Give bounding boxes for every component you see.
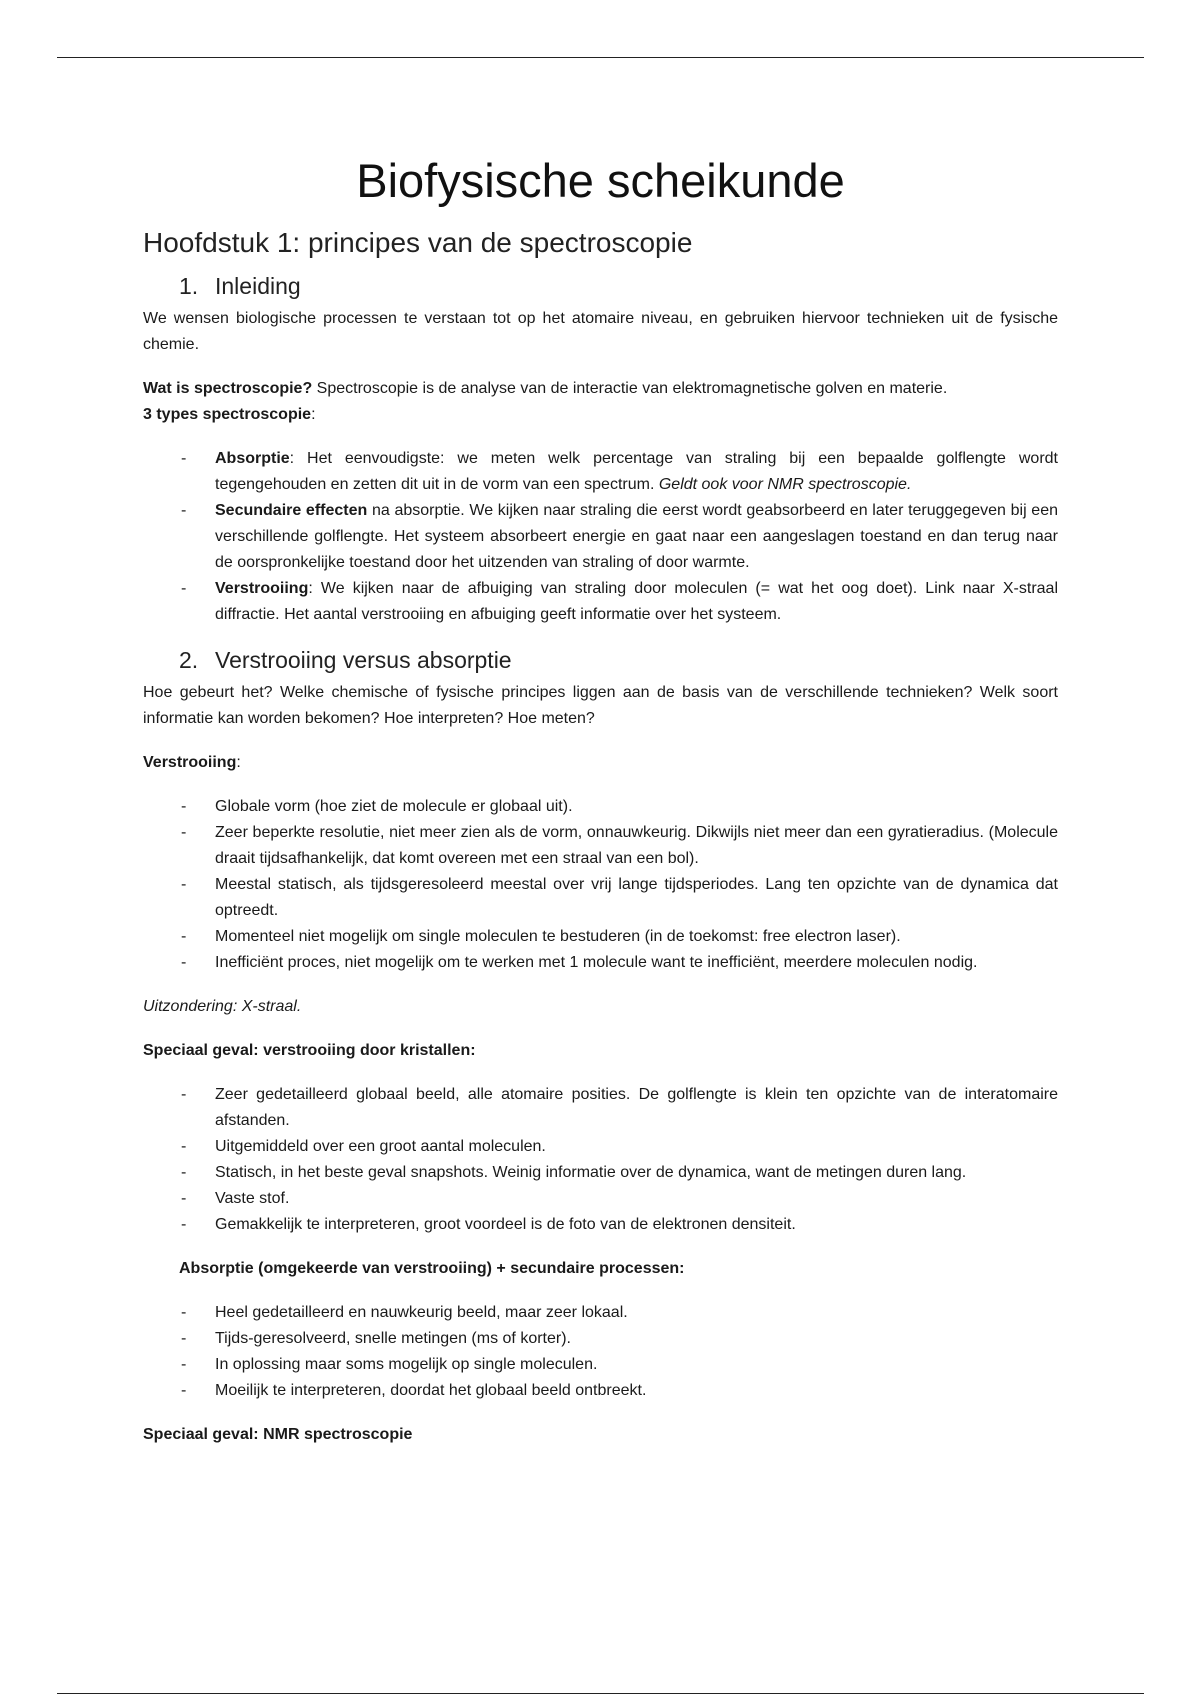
dash-bullet: -: [181, 1085, 187, 1103]
types-list: [143, 446, 1058, 628]
item-text: na absorptie. We kijken naar straling die eerst wordt geabsorbeerd en later teruggegeven bij een verschillende golflengte. Het systeem absorbeert energie en gaat naar een aangeslagen toestand en dan terug naar de oorspronkelijke toestand door het uitzenden van straling of door warmte.: [215, 501, 1059, 571]
list-item: [143, 1212, 1058, 1238]
item-text: : We kijken naar de afbuiging van straling door moleculen (= wat het oog doet). Link naar X-straal diffractie. Het aantal verstrooiing en afbuiging geeft informatie over het systeem.: [215, 579, 1058, 623]
types-label: 3 types spectroscopie: [143, 405, 312, 423]
item-text: Gemakkelijk te interpreteren, groot voordeel is de foto van de elektronen densiteit.: [215, 1215, 796, 1233]
scatter-heading: [143, 750, 1058, 776]
dash-bullet: -: [181, 449, 187, 467]
item-text: Moeilijk te interpreteren, doordat het globaal beeld ontbreekt.: [215, 1381, 647, 1399]
dash-bullet: -: [181, 1303, 187, 1321]
item-text: Zeer gedetailleerd globaal beeld, alle atomaire posities. De golflengte is klein ten opzichte van de interatomaire afstanden.: [215, 1085, 1058, 1129]
dash-bullet: -: [181, 927, 187, 945]
document-title: Biofysische scheikunde: [356, 154, 845, 207]
list-item: [143, 1160, 1058, 1186]
section-heading-2: [179, 646, 1058, 676]
list-item: [143, 1352, 1058, 1378]
item-text: In oplossing maar soms mogelijk op single moleculen.: [215, 1355, 598, 1373]
dash-bullet: -: [181, 1381, 187, 1399]
definition-label: Wat is spectroscopie?: [143, 379, 313, 397]
list-item: [143, 950, 1058, 976]
section-heading-1: [179, 272, 1058, 302]
absorption-label: Absorptie (omgekeerde van verstrooiing) + secundaire processen:: [179, 1259, 685, 1277]
item-text: Inefficiënt proces, niet mogelijk om te werken met 1 molecule want te inefficiënt, meerdere moleculen nodig.: [215, 953, 978, 971]
item-text: Globale vorm (hoe ziet de molecule er globaal uit).: [215, 797, 573, 815]
crystal-list: [143, 1082, 1058, 1238]
item-text: : Het eenvoudigste: we meten welk percentage van straling bij een bepaalde golflengte wordt tegengehouden en zetten dit uit in de vorm van een spectrum.: [215, 449, 1058, 493]
absorption-list: [143, 1300, 1058, 1404]
list-item: [143, 576, 1058, 628]
dash-bullet: -: [181, 1355, 187, 1373]
intro-paragraph: We wensen biologische processen te verstaan tot op het atomaire niveau, en gebruiken hiervoor technieken uit de fysische chemie.: [143, 309, 1058, 353]
item-term: Verstrooiing: [215, 579, 309, 597]
item-text: Vaste stof.: [215, 1189, 290, 1207]
item-term: Secundaire effecten: [215, 501, 368, 519]
dash-bullet: -: [181, 797, 187, 815]
types-heading: [143, 402, 1058, 428]
list-item: [143, 794, 1058, 820]
item-term: Absorptie: [215, 449, 290, 467]
nmr-label: Speciaal geval: NMR spectroscopie: [143, 1425, 413, 1443]
item-text: Statisch, in het beste geval snapshots. Weinig informatie over de dynamica, want de metingen duren lang.: [215, 1163, 967, 1181]
scatter-colon: :: [236, 753, 241, 771]
item-text: Zeer beperkte resolutie, niet meer zien als de vorm, onnauwkeurig. Dikwijls niet meer dan een gyratieradius. (Molecule draait tijdsafhankelijk, dat komt overeen met een straal van een bol).: [215, 823, 1058, 867]
dash-bullet: -: [181, 579, 187, 597]
dash-bullet: -: [181, 1137, 187, 1155]
section-number: 2.: [179, 646, 199, 673]
chapter-heading: Hoofdstuk 1: principes van de spectroscopie: [143, 227, 693, 259]
definition-paragraph: [143, 376, 1058, 402]
item-text: Heel gedetailleerd en nauwkeurig beeld, maar zeer lokaal.: [215, 1303, 628, 1321]
dash-bullet: -: [181, 953, 187, 971]
document-page: [143, 140, 1058, 1466]
list-item: [143, 1186, 1058, 1212]
list-item: [143, 924, 1058, 950]
definition-text: Spectroscopie is de analyse van de interactie van elektromagnetische golven en materie.: [312, 379, 948, 397]
section2-intro: Hoe gebeurt het? Welke chemische of fysische principes liggen aan de basis van de verschillende technieken? Welk soort informatie kan worden bekomen? Hoe interpreten? Hoe meten?: [143, 683, 1058, 727]
section-title: Verstrooiing versus absorptie: [215, 646, 512, 673]
list-item: [143, 1378, 1058, 1404]
item-text: Tijds-geresolveerd, snelle metingen (ms of korter).: [215, 1329, 571, 1347]
list-item: [143, 498, 1058, 576]
list-item: [143, 872, 1058, 924]
header-rule: [57, 57, 1144, 58]
dash-bullet: -: [181, 1329, 187, 1347]
section-title: Inleiding: [215, 272, 301, 299]
list-item: [143, 1134, 1058, 1160]
types-colon: :: [311, 405, 316, 423]
crystal-label: Speciaal geval: verstrooiing door kristallen:: [143, 1041, 476, 1059]
section-number: 1.: [179, 272, 199, 299]
list-item: [143, 446, 1058, 498]
dash-bullet: -: [181, 1215, 187, 1233]
dash-bullet: -: [181, 501, 187, 519]
exception-text: Uitzondering: X-straal.: [143, 997, 302, 1015]
dash-bullet: -: [181, 823, 187, 841]
item-note: Geldt ook voor NMR spectroscopie.: [658, 475, 912, 493]
item-text: Uitgemiddeld over een groot aantal moleculen.: [215, 1137, 546, 1155]
absorption-heading: [179, 1256, 1058, 1282]
list-item: [143, 1326, 1058, 1352]
item-text: Meestal statisch, als tijdsgeresoleerd meestal over vrij lange tijdsperiodes. Lang ten opzichte van de dynamica dat optreedt.: [215, 875, 1058, 919]
dash-bullet: -: [181, 1189, 187, 1207]
item-text: Momenteel niet mogelijk om single moleculen te bestuderen (in de toekomst: free electron laser).: [215, 927, 901, 945]
list-item: [143, 1082, 1058, 1134]
dash-bullet: -: [181, 875, 187, 893]
scatter-list: [143, 794, 1058, 976]
crystal-heading: [143, 1038, 1058, 1064]
footer-rule: [57, 1693, 1144, 1694]
nmr-heading: [143, 1422, 1058, 1448]
dash-bullet: -: [181, 1163, 187, 1181]
list-item: [143, 820, 1058, 872]
scatter-label: Verstrooiing: [143, 753, 237, 771]
exception-note: [143, 994, 1058, 1020]
list-item: [143, 1300, 1058, 1326]
